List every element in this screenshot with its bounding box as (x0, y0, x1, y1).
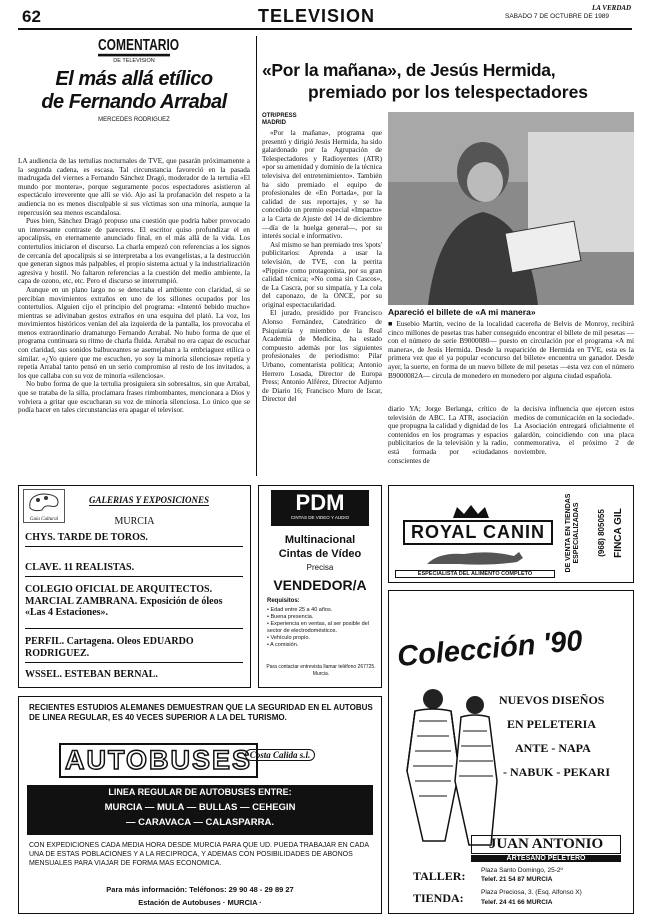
royal-canin-vertical1: DE VENTA EN TIENDAS ESPECIALIZADAS (565, 493, 580, 573)
taller-label: TALLER: (413, 869, 466, 883)
autobuses-station: Estación de Autobuses · MURCIA · (138, 898, 262, 907)
article-col1-p1: «Por la mañana», programa que presentó y dirigió Jesús Hermida, ha sido galardonado por la Agrupación de Telespectadores y Radioyentes (ATR) «por su amenidad y dominio de la técnica televisiva del entretenimiento». También ha sido premiado el equipo de profesionales de «En Portada», por la calidad de sus reportajes, y se ha concedido un premio especial «Impacto» a la Carta de Ajuste del 14 de diciembre —día de la huelga general—, por su interés social e informativo. (262, 129, 382, 241)
comentario-title-1: El más allá etílico (55, 68, 213, 90)
autobuses-bar-2: MURCIA — MULA — BULLAS — CEHEGIN (104, 802, 296, 813)
galerias-ad (18, 485, 251, 688)
pdm-req-1: • Edad entre 25 a 40 años. (267, 607, 333, 613)
autobuses-body: CON EXPEDICIONES CADA MEDIA HORA DESDE MURCIA PARA QUE UD. PUEDA TRABAJAR EN CADA UNA DE ESTAS POBLACIONES Y A LA RECIPROCA, Y ADEMAS CON POSIBILIDADES DE ABONOS MENSUALES PARA VIAJAR DE FORMA MAS ECONOMICA. (29, 842, 369, 867)
taller-phone: Telef. 21 54 87 MURCIA (481, 876, 553, 883)
caption-text: Eusebio Martín, vecino de la localidad cacereña de Belvis de Monroy, recibirá cinco millones de pesetas tras haber conseguido encontrar el billete de mil pesetas —con el número de serie B9000080— puesto en circulación por el programa «A mi manera», de Jesús Hermida. Desde la reaparición de Hermida en TVE, esta es la primera vez que el ya popular «concurso del billete» encuentra un ganador. Desde ayer, la suerte, en forma de un nuevo billete de mil pesetas —esta vez con el número B9000082A— circula de monedero en monedero por alguna ciudad española. (388, 320, 634, 380)
taller-address: Plaza Santo Domingo, 25-2º (481, 867, 563, 874)
article-col1-p2: Así mismo se han premiado tres 'spots' publicitarios: Aprenda a usar la televisión, de TVE, con la perrita «Pippin» como protagonista, por su gran calidad técnica; «No coma sin Cascos», de La Cascra, por su simpatía, y La cola del caponazo, de la ONCE, por su original espectacularidad. (262, 240, 382, 309)
pdm-ad (258, 485, 382, 688)
article-col2b: diario YA; Jorge Berlanga, crítico de televisión de ABC. La ATR, asociación que propugna la calidad y dignidad de los contenidos en los programas y espacios publicitarios de la televisión y la radio, está formada por «ciudadanos conscientes de (388, 405, 508, 465)
autobuses-bar-1: LINEA REGULAR DE AUTOBUSES ENTRE: (108, 787, 292, 797)
caption-bullet: ■ (388, 320, 397, 328)
comentario-subkicker: DE TELEVISION (113, 58, 155, 64)
coleccion-line3: ANTE - NAPA (515, 741, 591, 755)
comentario-p3: Aunque en un plano largo no se detectaba el ambiente con claridad, si se percibían movimientos extraños en uno de los sillones ocupados por los contertulios. Alguien cijo el principio del programa: «Intentó bebido mucho» mientras se adivinaban gestos extraños en una esquina del plató. La voz, los movimientos históricos venían del ala izquierda de la pantalla, los provocaba el menos extraordinario dramaturgo Fernando Arrabal. No hubo forma de que el programa continuara su ritmo de charla fluida. Arrabal no era capaz de escuchar con claridad, sus sonidos balbuceantes se asemejaban a la embriaguez etílica o similar. «¿Yo quiere que me escuchen, yo soy la minoría silenciosa» repetía y repetía Arrabal tanto pensó en un serio compromiso al resto de los invitados, a los que callaba con su voz de minoría «silenciosa». (18, 285, 250, 380)
galerias-item-5: WSSEL. ESTEBAN BERNAL. (25, 669, 158, 680)
royal-canin-ad (388, 485, 634, 583)
comentario-p2: Pues bien, Sánchez Dragó propuso una cuestión que podría haber provocado un interesante contraste de pareceres. El escritor quiso profundizar el en apocalipsis, en eternamente anunciado final, en el más allá de la vida. Los contertulios iniciaron el discurso. La charla empezó con referencias a los signos de cercanía del apocalipsis si se interpretaba a los evangelistas, a la destrucción que generan signos más palpables, el propio sistema actual y la industrialización agresiva y hostil. No faltaron referencias a la cuestión del medio ambiente, la capa de ozono, etc, etc. Pero el discurso se interrumpió. (18, 217, 250, 286)
pdm-req-5: • A comisión. (267, 642, 299, 648)
coleccion-ad (388, 590, 634, 914)
galerias-item-2: CLAVE. 11 REALISTAS. (25, 562, 135, 573)
pdm-req-3: • Experiencia en ventas, al ser posible del sector de electrodomésticos. (267, 621, 369, 634)
galerias-item-1: CHYS. TARDE DE TOROS. (25, 532, 148, 543)
pdm-req-4: • Vehículo propio. (267, 635, 310, 641)
article-headline-2: premiado por los telespectadores (307, 82, 589, 102)
comentario-p1: LA audiencia de las tertulias nocturnales de TVE, que pasarán próximamente a la segunda cadena, es escasa. Tal circunstancia favoreció en la pasada madrugada del viernes a Fernando Sánchez Dragó, moderador de la tertulia «El mundo por montera», porque seguramente pocos espectadores asistieron al espectáculo irreverente que allí se vió. Ajo así la profanación del respeto a la audiencia no es menos disculpable si sus víctimas son una minoría, aunque la repercusión sea menos escandalosa. (18, 157, 250, 217)
comentario-author: MERCEDES RODRIGUEZ (98, 117, 170, 123)
juan-antonio-sub: ARTESANO PELETERO (471, 855, 621, 862)
tienda-phone: Telef. 24 41 66 MURCIA (481, 899, 553, 906)
article-agency: OTR/PRESS (262, 113, 297, 119)
autobuses-bar (27, 785, 373, 835)
pdm-contact: Para contactar entrevista llamar teléfono 267725. Murcia. (266, 664, 376, 677)
royal-canin-phone: (968) 805055 (597, 509, 606, 557)
galerias-city: MURCIA (114, 516, 155, 527)
coleccion-title: Colección '90 (395, 624, 584, 674)
royal-canin-finca: FINCA GIL (613, 508, 624, 558)
royal-canin-brand: ROYAL CANIN (403, 520, 553, 545)
coleccion-line4: - NABUK - PEKARI (503, 765, 610, 779)
pdm-line1: Multinacional (284, 534, 356, 546)
pdm-line2: Cintas de Vídeo (278, 548, 362, 560)
paper-name: LA VERDAD (592, 4, 632, 12)
palette-icon (24, 490, 64, 512)
tienda-label: TIENDA: (413, 891, 464, 905)
comentario-kicker: COMENTARIO (98, 36, 170, 57)
article-headline-1: «Por la mañana», de Jesús Hermida, (262, 60, 556, 80)
autobuses-logo2: Costa Calida s.l. (245, 749, 315, 761)
fashion-illustration (393, 681, 513, 851)
royal-canin-slogan: ESPECIALISTA DEL ALIMENTO COMPLETO (395, 570, 555, 578)
coleccion-line1: NUEVOS DISEÑOS (499, 693, 605, 707)
galerias-item-3: COLEGIO OFICIAL DE ARQUITECTOS. MARCIAL ZAMBRANA. Exposición de óleos «Las 4 Estaciones». (25, 584, 223, 618)
autobuses-info: Para más información: Teléfonos: 29 90 48 - 29 89 27 (106, 885, 294, 894)
caption-body (388, 320, 634, 398)
photo-caption: Apareció el billete de «A mi manera» (388, 307, 536, 317)
article-col1 (262, 129, 382, 404)
galerias-logo-text: Guía Cultural (29, 517, 59, 522)
pdm-logo-box (271, 490, 369, 526)
pdm-tagline: CINTAS DE VIDEO Y AUDIO (290, 515, 350, 520)
autobuses-bar-3: — CARAVACA — CALASPARRA. (126, 817, 274, 828)
comentario-column (18, 35, 250, 123)
issue-date: SABADO 7 DE OCTUBRE DE 1989 (505, 13, 610, 20)
pdm-requirements (267, 607, 377, 649)
pdm-req-2: • Buena presencia. (267, 614, 314, 620)
crown-icon (451, 504, 491, 520)
page-number: 62 (22, 7, 41, 26)
article-col3b: la decisiva influencia que ejercen estos medios de comunicación en la sociedad». La Asociación entregará oficialmente el galardón, coincidiendo con una placa conmemorativa, el próximo 2 de noviembre. (514, 405, 634, 456)
section-title: TELEVISION (258, 6, 376, 26)
comentario-p4: No hubo forma de que la tertulia prosiguiera sin sobresaltos, sin que Arrabal, que se trataba de la silla, proclamara frases rimbombantes, mencionara a Dios y volviera a gritar que escucharan su voz de minoría silenciosa. Lo único que se podía hacer en tales circunstancias era apagar el televisor. (18, 380, 250, 415)
juan-antonio-brand: JUAN ANTONIO (471, 835, 621, 854)
galerias-item-4: PERFIL. Cartagena. Oleos EDUARDO RODRIGUEZ. (25, 636, 194, 659)
autobuses-ad (18, 696, 382, 914)
pdm-logo: PDM (295, 490, 345, 515)
galerias-title: GALERIAS Y EXPOSICIONES (89, 495, 210, 505)
comentario-title-2: de Fernando Arrabal (41, 91, 227, 113)
autobuses-logo: AUTOBUSES (59, 743, 258, 778)
article-col1-p3: El jurado, presidido por Francisco Alonso Fernández, Catedrático de Psiquiatría y miembro de la Real Academia de Medicina, ha estado compuesto además por los siguientes profesionales de periodismo: Pilar Urbano, comentarista política; Antonio Herrero Losada, Director de Europa Press; Antonio Alférez, Director Adjunto de Diario 16; Francisco Muro de Iscar, Director del (262, 309, 382, 404)
dog-icon (419, 546, 529, 568)
autobuses-intro: RECIENTES ESTUDIOS ALEMANES DEMUESTRAN QUE LA SEGURIDAD EN EL AUTOBUS DE LINEA REGULAR, ES 40 VECES SUPERIOR A LA DEL TURISMO. (29, 703, 373, 722)
pdm-headline: VENDEDOR/A (273, 577, 367, 593)
pdm-line3: Precisa (306, 563, 334, 572)
comentario-body (18, 157, 250, 473)
tienda-address: Plaza Preciosa, 3. (Esq. Alfonso X) (481, 889, 582, 896)
article-photo (388, 112, 634, 305)
article-dateline: MADRID (262, 120, 286, 126)
coleccion-line2: EN PELETERIA (507, 717, 597, 731)
pdm-req-title: Requisitos: (267, 598, 300, 604)
